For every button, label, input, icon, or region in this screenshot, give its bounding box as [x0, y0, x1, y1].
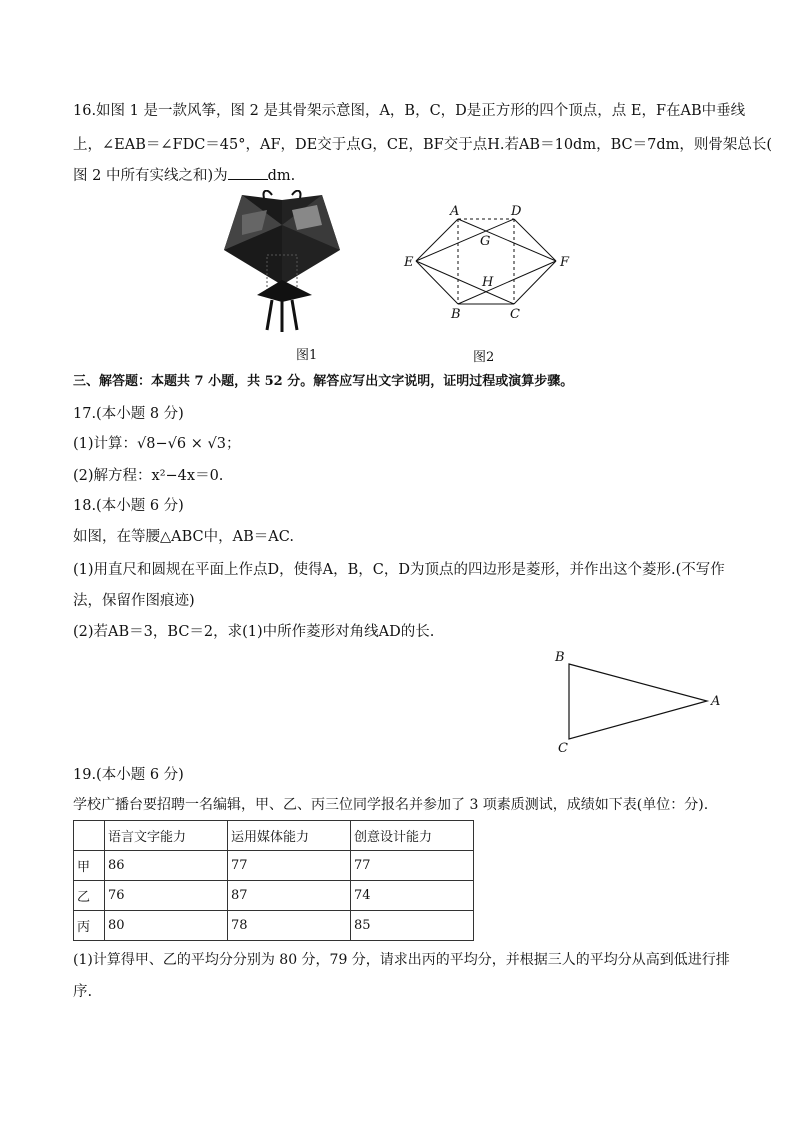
tri-label-A: A [711, 694, 721, 709]
table-cell: 丙 [74, 911, 105, 941]
table-cell: 甲 [74, 851, 105, 881]
table-cell: 85 [351, 911, 474, 941]
q19-stem: 学校广播台要招聘一名编辑，甲、乙、丙三位同学报名并参加了 3 项素质测试，成绩如下表(单位：分). [73, 797, 709, 813]
table-row [74, 881, 474, 911]
label-B: B [451, 307, 461, 322]
q17-title: 17.(本小题 8 分) [73, 406, 184, 422]
q18-stem: 如图，在等腰△ABC中，AB＝AC. [73, 529, 294, 545]
table-cell: 77 [228, 851, 351, 881]
kite-photo [222, 190, 342, 335]
label-G: G [480, 234, 491, 249]
table-cell: 77 [351, 851, 474, 881]
q16-line3 [73, 165, 295, 186]
q19-title: 19.(本小题 6 分) [73, 767, 184, 783]
q19-part1-line1: (1)计算得甲、乙的平均分分别为 80 分，79 分，请求出丙的平均分，并根据三人的平均分从高到低进行排 [73, 952, 730, 968]
label-E: E [404, 255, 414, 270]
table-cell: 74 [351, 881, 474, 911]
label-H: H [482, 275, 494, 290]
table-cell: 80 [105, 911, 228, 941]
table-header-row [74, 821, 474, 851]
table-cell: 乙 [74, 881, 105, 911]
fig1-caption: 图1 [296, 348, 318, 363]
q19-part1-line2: 序. [73, 984, 93, 1000]
table-cell: 87 [228, 881, 351, 911]
label-F: F [560, 255, 570, 270]
table-cell: 76 [105, 881, 228, 911]
answer-blank [228, 165, 268, 180]
table-row [74, 911, 474, 941]
tri-label-C: C [558, 741, 568, 756]
q18-part1-line1: (1)用直尺和圆规在平面上作点D，使得A，B，C，D为顶点的四边形是菱形，并作出这个菱形.(不写作 [73, 562, 725, 578]
table-header-cell: 语言文字能力 [105, 821, 228, 851]
q17-part2: (2)解方程：x²−4x＝0. [73, 468, 224, 484]
table-cell: 78 [228, 911, 351, 941]
label-A: A [450, 204, 460, 219]
scores-table [73, 820, 474, 941]
q18-part2: (2)若AB＝3，BC＝2，求(1)中所作菱形对角线AD的长. [73, 624, 435, 640]
q16-line2: 上，∠EAB＝∠FDC＝45°，AF，DE交于点G，CE，BF交于点H.若AB＝10dm，BC＝7dm，则骨架总长( [73, 137, 773, 153]
q18-part1-line2: 法，保留作图痕迹) [73, 593, 195, 609]
table-row [74, 851, 474, 881]
q17-part1: (1)计算：√8−√6 × √3； [73, 436, 241, 452]
label-D: D [511, 204, 522, 219]
triangle-figure [550, 645, 730, 760]
fig2-caption: 图2 [473, 350, 495, 365]
kite-frame-diagram [400, 200, 580, 325]
label-C: C [510, 307, 520, 322]
tri-label-B: B [555, 650, 565, 665]
table-header-cell: 运用媒体能力 [228, 821, 351, 851]
table-header-cell [74, 821, 105, 851]
q16-line3-pre: 图 2 中所有实线之和)为 [73, 168, 228, 184]
q16-line1: 16.如图 1 是一款风筝，图 2 是其骨架示意图，A，B，C，D是正方形的四个顶点，点 E，F在AB中垂线 [73, 103, 746, 119]
q18-title: 18.(本小题 6 分) [73, 498, 184, 514]
q16-line3-post: dm. [267, 168, 296, 184]
table-header-cell: 创意设计能力 [351, 821, 474, 851]
table-cell: 86 [105, 851, 228, 881]
section3-heading: 三、解答题：本题共 7 小题，共 52 分。解答应写出文字说明，证明过程或演算步骤。 [73, 374, 574, 389]
